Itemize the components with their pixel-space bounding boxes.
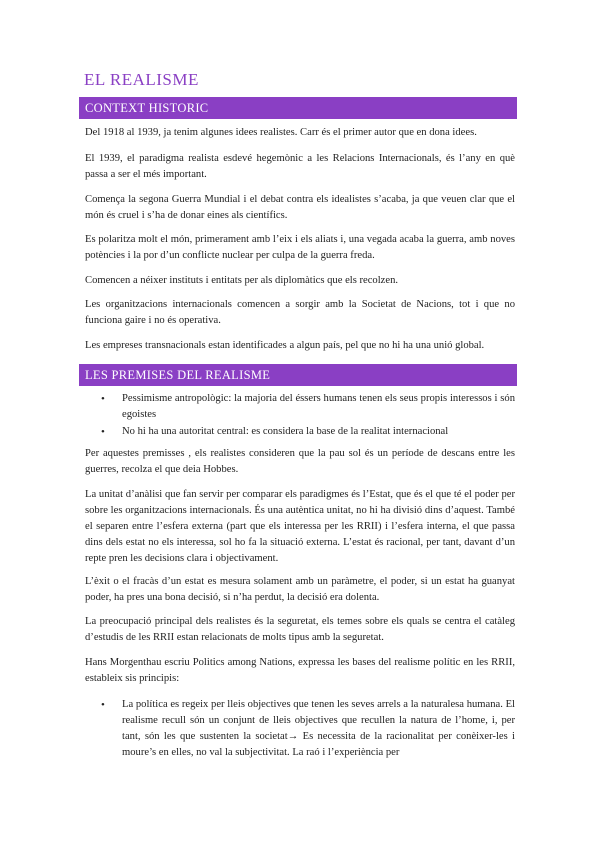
bullet-icon: • (101, 699, 105, 711)
paragraph: El 1939, el paradigma realista esdevé hegemònic a les Relacions Internacionals, és l’any en què passa a ser el més important. (85, 153, 515, 180)
paragraph: Comencen a néixer instituts i entitats per als diplomàtics que els recolzen. (85, 275, 399, 286)
paragraph: La preocupació principal dels realistes és la seguretat, els temes sobre els quals se centra el catàleg d’estudis de les RRII estan relacionats de molts tipus amb la seguretat. (85, 616, 515, 643)
bullet-icon: • (101, 426, 105, 438)
paragraph: Comença la segona Guerra Mundial i el debat contra els idealistes s’acaba, ja que veuen clar que el món és cruel i s’ha de donar eines als científics. (85, 194, 515, 221)
document-title: EL REALISME (84, 70, 199, 89)
paragraph: Es polaritza molt el món, primerament amb l’eix i els aliats i, una vegada acaba la guerra, amb noves potències i la por d’un conflicte nuclear per culpa de la guerra freda. (85, 234, 515, 261)
bullet-icon: • (101, 393, 105, 405)
section-heading-premises: LES PREMISES DEL REALISME (79, 364, 517, 386)
list-item: • Pessimisme antropològic: la majoria del éssers humans tenen els seus propis interessos i són egoistes (101, 393, 515, 420)
paragraph: Hans Morgenthau escriu Politics among Nations, expressa les bases del realisme polític en les RRII, estableix sis principis: (85, 657, 515, 684)
paragraph: La unitat d’anàlisi que fan servir per comparar els paradigmes és l’Estat, que és el que té el poder per sobre les organitzacions internacionals. És una autèntica unitat, no hi ha divisió dins d’aquest. També el separen entre l’esfera externa (part que els interessa per les RRII) i l’esfera interna, el que passa dins dels estat no els interessa, sol ho fa la situació externa. L’estat és racional, per tant, davant d’un repte pren les decisions clara i objectivament. (85, 489, 515, 564)
paragraph: Del 1918 al 1939, ja tenim algunes idees realistes. Carr és el primer autor que en dona idees. (85, 127, 477, 138)
paragraph: Les empreses transnacionals estan identificades a algun país, pel que no hi ha una unió global. (85, 340, 485, 351)
paragraph: Per aquestes premisses , els realistes consideren que la pau sol és un període de descans entre les guerres, recolza el que deia Hobbes. (85, 448, 515, 475)
list-item: • La política es regeix per lleis objectives que tenen les seves arrels a la naturalesa humana. El realisme recull són un conjunt de lleis objectives que recullen la natura de l’home, i, per tant, són les que sustenten la societat→ Es necessita de la racionalitat per conèixer-les i moure’s en elles, no val la subjectivitat. La raó i l’experiència per (101, 699, 515, 758)
paragraph: Les organitzacions internacionals comencen a sorgir amb la Societat de Nacions, tot i que no funciona gaire i no és operativa. (85, 299, 515, 326)
list-item: • No hi ha una autoritat central: es considera la base de la realitat internacional (101, 426, 449, 438)
paragraph: L’èxit o el fracàs d’un estat es mesura solament amb un paràmetre, el poder, si un estat ha guanyat poder, ha pres una bona decisió, si n’ha perdut, la decisió era dolenta. (85, 576, 515, 603)
section-heading-context: CONTEXT HISTORIC (79, 97, 517, 119)
